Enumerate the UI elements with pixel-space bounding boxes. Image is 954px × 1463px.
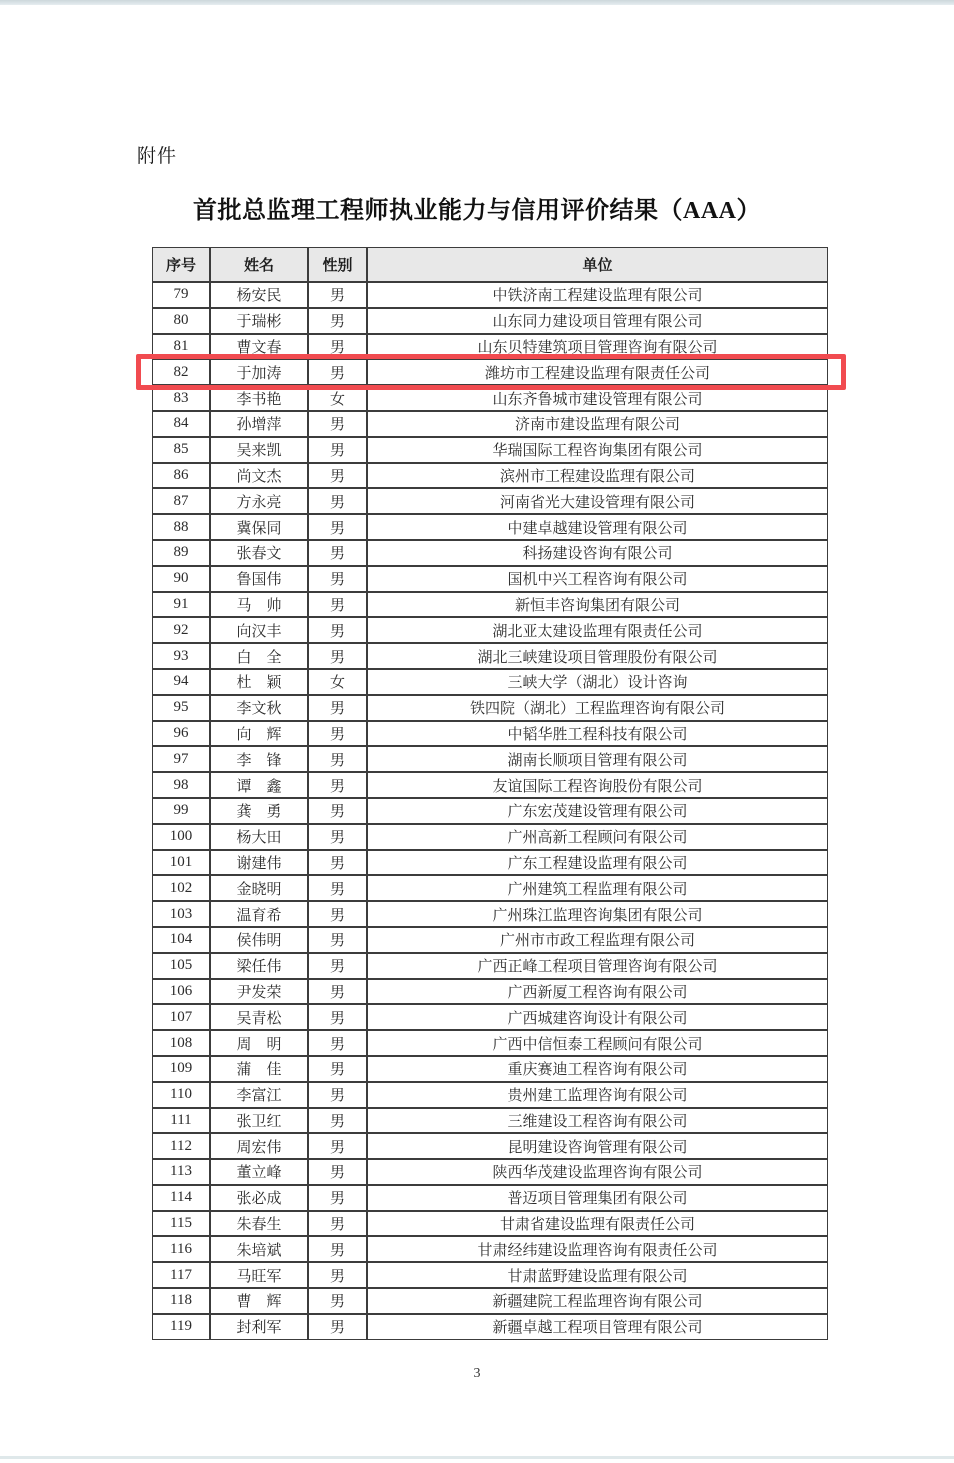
cell-no: 116	[152, 1236, 210, 1262]
table-row	[152, 566, 828, 592]
cell-no: 97	[152, 746, 210, 772]
cell-name: 杜 颖	[210, 669, 308, 695]
cell-name: 李文秋	[210, 695, 308, 721]
table-row	[152, 824, 828, 850]
cell-no: 99	[152, 798, 210, 824]
cell-gender: 女	[308, 385, 367, 411]
cell-no: 81	[152, 334, 210, 360]
cell-name: 张卫红	[210, 1108, 308, 1134]
cell-company: 陕西华茂建设监理咨询有限公司	[367, 1159, 828, 1185]
table-row	[152, 1262, 828, 1288]
cell-no: 87	[152, 488, 210, 514]
cell-company: 广州高新工程顾问有限公司	[367, 824, 828, 850]
cell-company: 广州建筑工程监理有限公司	[367, 875, 828, 901]
cell-no: 117	[152, 1262, 210, 1288]
cell-gender: 男	[308, 1082, 367, 1108]
table-row	[152, 1288, 828, 1314]
cell-gender: 男	[308, 772, 367, 798]
cell-company: 甘肃经纬建设监理咨询有限责任公司	[367, 1236, 828, 1262]
cell-name: 孙增萍	[210, 411, 308, 437]
cell-gender: 女	[308, 669, 367, 695]
table-row	[152, 488, 828, 514]
cell-name: 向 辉	[210, 721, 308, 747]
cell-gender: 男	[308, 1314, 367, 1340]
cell-name: 侯伟明	[210, 927, 308, 953]
cell-name: 龚 勇	[210, 798, 308, 824]
cell-no: 85	[152, 437, 210, 463]
cell-no: 105	[152, 953, 210, 979]
cell-no: 82	[152, 359, 210, 385]
cell-company: 三峡大学（湖北）设计咨询	[367, 669, 828, 695]
cell-gender: 男	[308, 875, 367, 901]
cell-company: 贵州建工监理咨询有限公司	[367, 1082, 828, 1108]
table-row	[152, 721, 828, 747]
cell-name: 周 明	[210, 1030, 308, 1056]
cell-gender: 男	[308, 617, 367, 643]
cell-company: 中韬华胜工程科技有限公司	[367, 721, 828, 747]
table-row	[152, 1082, 828, 1108]
cell-company: 昆明建设咨询管理有限公司	[367, 1133, 828, 1159]
cell-gender: 男	[308, 1185, 367, 1211]
cell-gender: 男	[308, 1056, 367, 1082]
table-row	[152, 334, 828, 360]
cell-company: 铁四院（湖北）工程监理咨询有限公司	[367, 695, 828, 721]
table-row	[152, 308, 828, 334]
cell-gender: 男	[308, 334, 367, 360]
table-row	[152, 1108, 828, 1134]
table-row	[152, 1030, 828, 1056]
cell-gender: 男	[308, 901, 367, 927]
page-title: 首批总监理工程师执业能力与信用评价结果（AAA）	[193, 198, 761, 224]
cell-name: 金晓明	[210, 875, 308, 901]
cell-no: 109	[152, 1056, 210, 1082]
cell-company: 河南省光大建设管理有限公司	[367, 488, 828, 514]
table-row	[152, 617, 828, 643]
cell-company: 广西城建咨询设计有限公司	[367, 1004, 828, 1030]
table-row	[152, 592, 828, 618]
cell-gender: 男	[308, 721, 367, 747]
cell-name: 尚文杰	[210, 463, 308, 489]
cell-name: 李 锋	[210, 746, 308, 772]
header-row	[152, 247, 828, 282]
cell-gender: 男	[308, 1211, 367, 1237]
cell-no: 102	[152, 875, 210, 901]
table-row	[152, 901, 828, 927]
cell-company: 滨州市工程建设监理有限公司	[367, 463, 828, 489]
table-row	[152, 1211, 828, 1237]
cell-no: 118	[152, 1288, 210, 1314]
cell-name: 梁任伟	[210, 953, 308, 979]
cell-company: 济南市建设监理有限公司	[367, 411, 828, 437]
cell-gender: 男	[308, 359, 367, 385]
cell-gender: 男	[308, 953, 367, 979]
cell-company: 湖北三峡建设项目管理股份有限公司	[367, 643, 828, 669]
cell-name: 周宏伟	[210, 1133, 308, 1159]
cell-gender: 男	[308, 824, 367, 850]
cell-company: 广州珠江监理咨询集团有限公司	[367, 901, 828, 927]
table-row	[152, 798, 828, 824]
cell-no: 88	[152, 514, 210, 540]
cell-gender: 男	[308, 979, 367, 1005]
cell-no: 95	[152, 695, 210, 721]
cell-no: 107	[152, 1004, 210, 1030]
cell-company: 广东工程建设监理有限公司	[367, 850, 828, 876]
cell-gender: 男	[308, 695, 367, 721]
cell-name: 李富江	[210, 1082, 308, 1108]
cell-company: 山东齐鲁城市建设管理有限公司	[367, 385, 828, 411]
table-row	[152, 1133, 828, 1159]
cell-no: 89	[152, 540, 210, 566]
cell-name: 冀保同	[210, 514, 308, 540]
cell-gender: 男	[308, 1262, 367, 1288]
cell-no: 119	[152, 1314, 210, 1340]
cell-company: 国机中兴工程咨询有限公司	[367, 566, 828, 592]
cell-company: 山东同力建设项目管理有限公司	[367, 308, 828, 334]
cell-company: 科扬建设咨询有限公司	[367, 540, 828, 566]
cell-no: 110	[152, 1082, 210, 1108]
table-row	[152, 1236, 828, 1262]
cell-gender: 男	[308, 282, 367, 308]
cell-no: 90	[152, 566, 210, 592]
cell-name: 温育希	[210, 901, 308, 927]
results-table	[152, 247, 828, 1340]
table-row	[152, 1185, 828, 1211]
cell-name: 白 全	[210, 643, 308, 669]
table-row	[152, 411, 828, 437]
cell-name: 张春文	[210, 540, 308, 566]
cell-gender: 男	[308, 308, 367, 334]
cell-company: 新疆卓越工程项目管理有限公司	[367, 1314, 828, 1340]
table-row	[152, 979, 828, 1005]
page-number: 3	[473, 1366, 481, 1381]
cell-gender: 男	[308, 437, 367, 463]
cell-gender: 男	[308, 850, 367, 876]
cell-name: 吴来凯	[210, 437, 308, 463]
cell-no: 103	[152, 901, 210, 927]
table-row	[152, 437, 828, 463]
cell-company: 潍坊市工程建设监理有限责任公司	[367, 359, 828, 385]
cell-name: 向汉丰	[210, 617, 308, 643]
cell-name: 马旺军	[210, 1262, 308, 1288]
cell-company: 重庆赛迪工程咨询有限公司	[367, 1056, 828, 1082]
cell-name: 吴青松	[210, 1004, 308, 1030]
cell-name: 杨安民	[210, 282, 308, 308]
cell-name: 曹文春	[210, 334, 308, 360]
cell-company: 甘肃省建设监理有限责任公司	[367, 1211, 828, 1237]
cell-gender: 男	[308, 411, 367, 437]
cell-no: 112	[152, 1133, 210, 1159]
cell-company: 中建卓越建设管理有限公司	[367, 514, 828, 540]
cell-no: 100	[152, 824, 210, 850]
cell-company: 甘肃蓝野建设监理有限公司	[367, 1262, 828, 1288]
table-row	[152, 669, 828, 695]
cell-company: 中铁济南工程建设监理有限公司	[367, 282, 828, 308]
cell-company: 湖北亚太建设监理有限责任公司	[367, 617, 828, 643]
cell-name: 张必成	[210, 1185, 308, 1211]
cell-name: 于瑞彬	[210, 308, 308, 334]
page-top-edge	[0, 0, 954, 5]
cell-company: 新恒丰咨询集团有限公司	[367, 592, 828, 618]
cell-no: 96	[152, 721, 210, 747]
attachment-label: 附件	[137, 146, 178, 167]
cell-no: 108	[152, 1030, 210, 1056]
cell-no: 84	[152, 411, 210, 437]
cell-name: 谢建伟	[210, 850, 308, 876]
cell-company: 山东贝特建筑项目管理咨询有限公司	[367, 334, 828, 360]
cell-name: 李书艳	[210, 385, 308, 411]
table-row	[152, 514, 828, 540]
cell-company: 湖南长顺项目管理有限公司	[367, 746, 828, 772]
cell-company: 三维建设工程咨询有限公司	[367, 1108, 828, 1134]
header-cell-name: 姓名	[210, 247, 308, 282]
cell-no: 92	[152, 617, 210, 643]
cell-gender: 男	[308, 514, 367, 540]
cell-name: 尹发荣	[210, 979, 308, 1005]
cell-no: 101	[152, 850, 210, 876]
cell-gender: 男	[308, 1004, 367, 1030]
cell-name: 朱春生	[210, 1211, 308, 1237]
cell-no: 113	[152, 1159, 210, 1185]
table-row	[152, 1314, 828, 1340]
table-row	[152, 1004, 828, 1030]
table-row	[152, 850, 828, 876]
cell-gender: 男	[308, 1159, 367, 1185]
cell-gender: 男	[308, 1133, 367, 1159]
header-cell-no: 序号	[152, 247, 210, 282]
table-row	[152, 1056, 828, 1082]
table-row	[152, 772, 828, 798]
cell-gender: 男	[308, 463, 367, 489]
table-row	[152, 540, 828, 566]
cell-no: 111	[152, 1108, 210, 1134]
cell-name: 马 帅	[210, 592, 308, 618]
table-row	[152, 953, 828, 979]
cell-company: 广西新厦工程咨询有限公司	[367, 979, 828, 1005]
cell-name: 封利军	[210, 1314, 308, 1340]
table-row	[152, 927, 828, 953]
cell-gender: 男	[308, 1030, 367, 1056]
cell-gender: 男	[308, 540, 367, 566]
page-bottom-edge	[0, 1456, 954, 1459]
cell-no: 79	[152, 282, 210, 308]
cell-company: 广东宏茂建设管理有限公司	[367, 798, 828, 824]
cell-gender: 男	[308, 488, 367, 514]
cell-gender: 男	[308, 566, 367, 592]
cell-no: 104	[152, 927, 210, 953]
cell-company: 友谊国际工程咨询股份有限公司	[367, 772, 828, 798]
cell-gender: 男	[308, 927, 367, 953]
cell-no: 106	[152, 979, 210, 1005]
table-row	[152, 463, 828, 489]
cell-no: 83	[152, 385, 210, 411]
results-table-header	[152, 247, 828, 282]
cell-company: 华瑞国际工程咨询集团有限公司	[367, 437, 828, 463]
cell-company: 普迈项目管理集团有限公司	[367, 1185, 828, 1211]
table-row	[152, 359, 828, 385]
cell-name: 杨大田	[210, 824, 308, 850]
cell-no: 114	[152, 1185, 210, 1211]
cell-gender: 男	[308, 643, 367, 669]
cell-name: 谭 鑫	[210, 772, 308, 798]
cell-gender: 男	[308, 1236, 367, 1262]
cell-company: 广州市市政工程监理有限公司	[367, 927, 828, 953]
cell-gender: 男	[308, 798, 367, 824]
table-row	[152, 875, 828, 901]
cell-gender: 男	[308, 592, 367, 618]
table-row	[152, 695, 828, 721]
cell-gender: 男	[308, 1108, 367, 1134]
cell-name: 蒲 佳	[210, 1056, 308, 1082]
cell-name: 董立峰	[210, 1159, 308, 1185]
cell-name: 鲁国伟	[210, 566, 308, 592]
table-row	[152, 643, 828, 669]
cell-name: 方永亮	[210, 488, 308, 514]
cell-no: 91	[152, 592, 210, 618]
results-table-body	[152, 282, 828, 1340]
cell-no: 115	[152, 1211, 210, 1237]
cell-name: 于加涛	[210, 359, 308, 385]
cell-name: 曹 辉	[210, 1288, 308, 1314]
cell-company: 广西中信恒泰工程顾问有限公司	[367, 1030, 828, 1056]
cell-no: 86	[152, 463, 210, 489]
table-row	[152, 385, 828, 411]
cell-no: 94	[152, 669, 210, 695]
header-cell-company: 单位	[367, 247, 828, 282]
cell-no: 80	[152, 308, 210, 334]
table-row	[152, 746, 828, 772]
header-cell-gender: 性别	[308, 247, 367, 282]
table-row	[152, 1159, 828, 1185]
cell-no: 93	[152, 643, 210, 669]
cell-company: 广西正峰工程项目管理咨询有限公司	[367, 953, 828, 979]
cell-name: 朱培斌	[210, 1236, 308, 1262]
cell-company: 新疆建院工程监理咨询有限公司	[367, 1288, 828, 1314]
cell-gender: 男	[308, 1288, 367, 1314]
cell-gender: 男	[308, 746, 367, 772]
table-row	[152, 282, 828, 308]
cell-no: 98	[152, 772, 210, 798]
